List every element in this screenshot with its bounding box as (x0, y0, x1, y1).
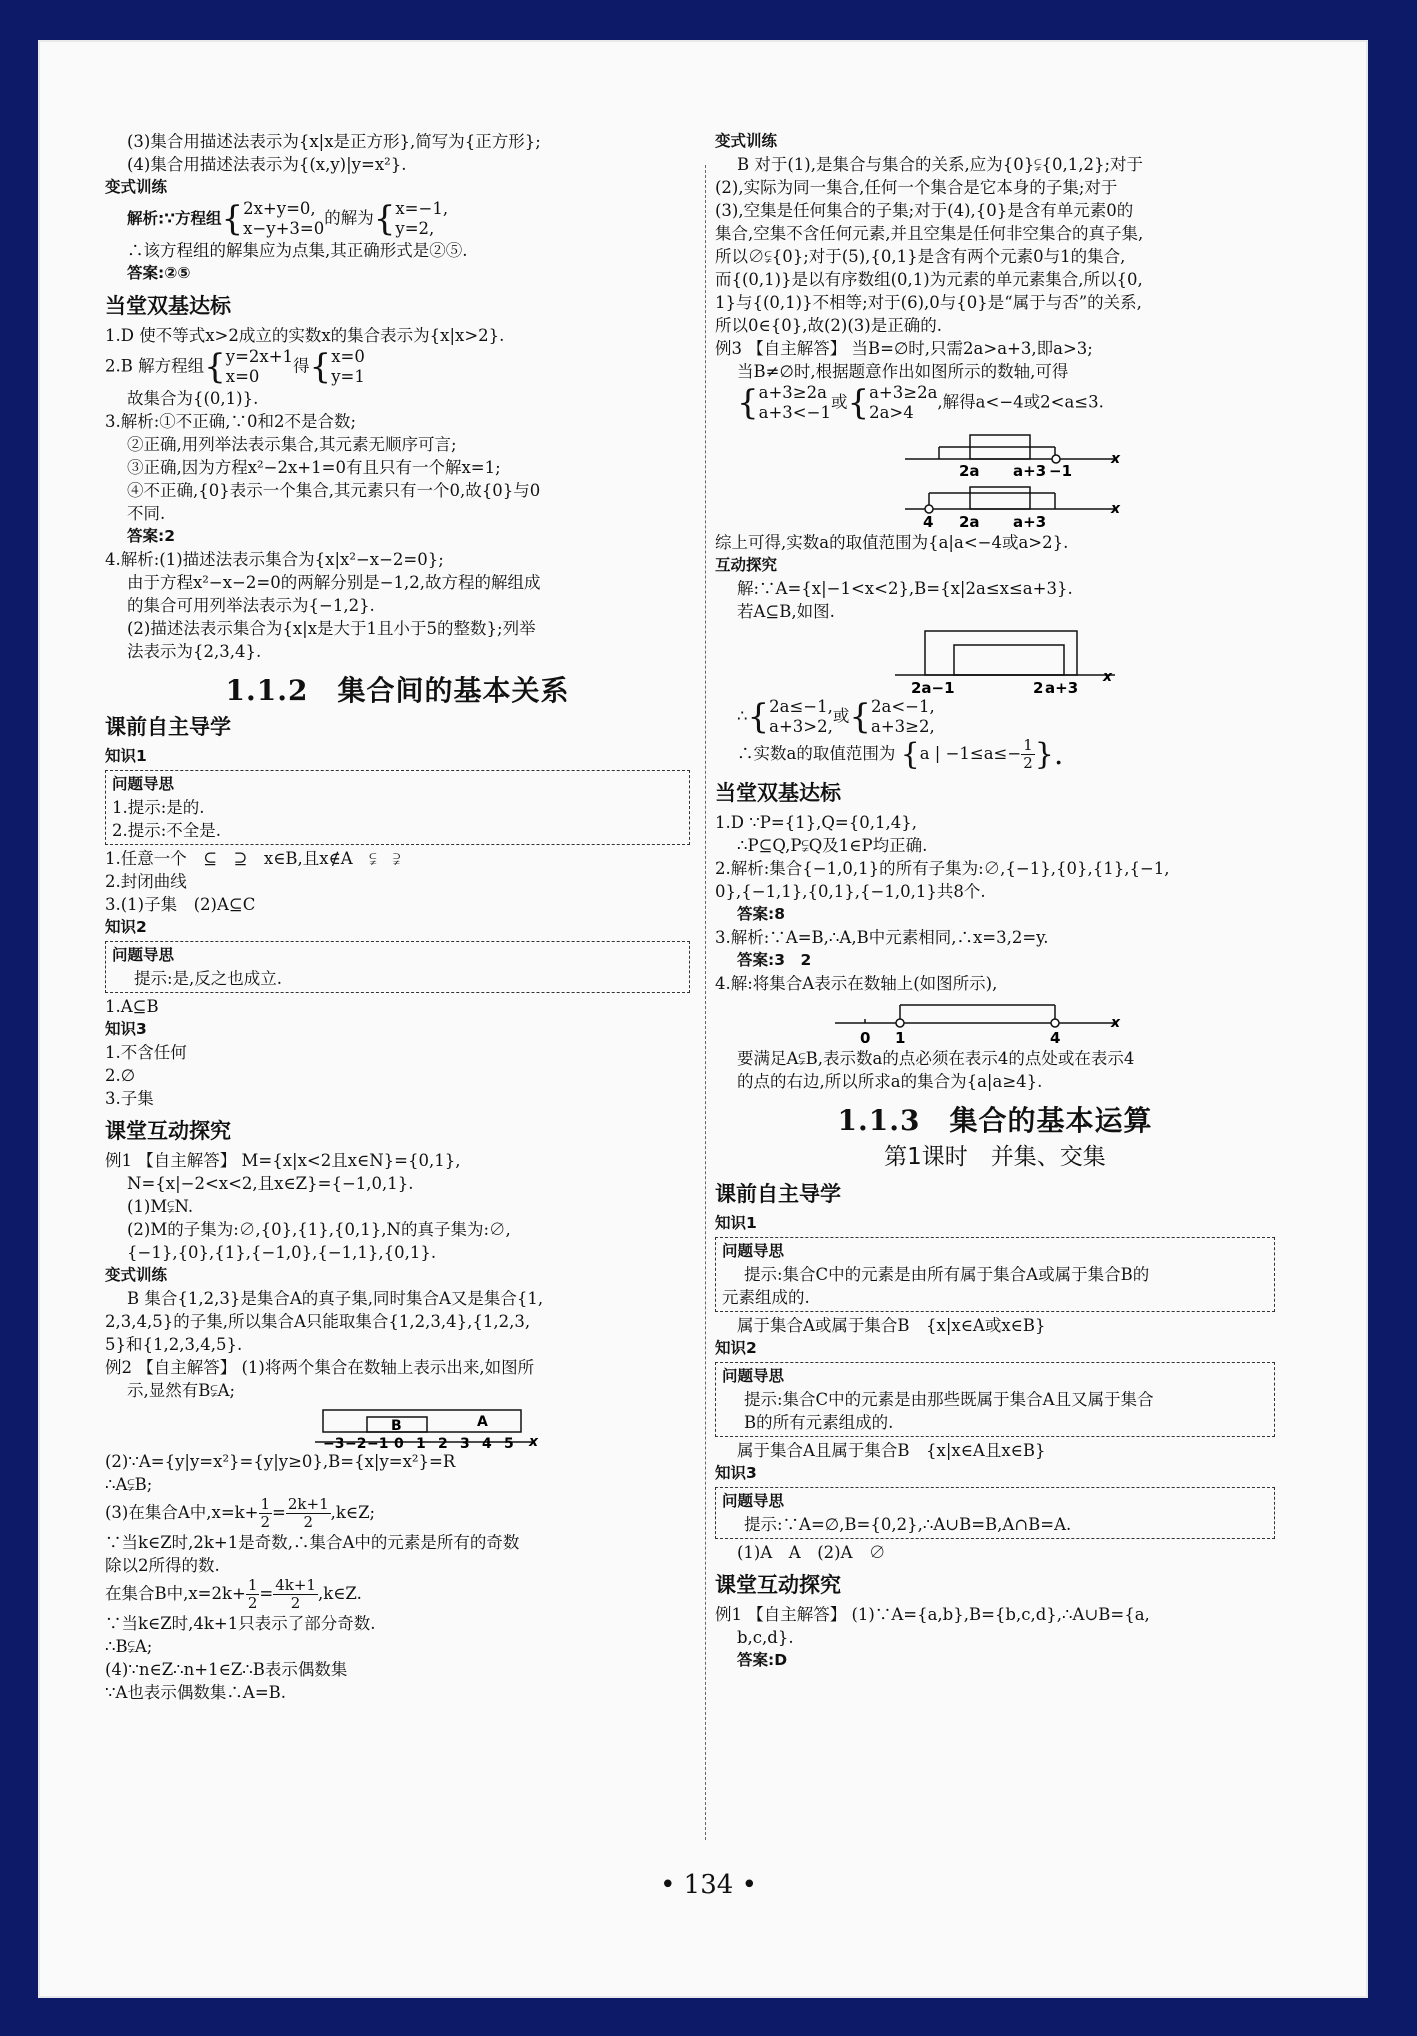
text-line: 1.提示:是的. (112, 798, 205, 817)
hint-box (105, 770, 690, 845)
text-line: {−1},{0},{1},{−1,0},{−1,1},{0,1}. (127, 1243, 437, 1262)
tick-label: 0 (394, 1436, 404, 1450)
text-line: b,c,d}. (737, 1628, 794, 1647)
label: 4 (923, 513, 934, 531)
label: a+3 (1013, 462, 1047, 477)
text-line: 若A⊆B,如图. (737, 602, 835, 621)
label: 4 (1050, 1029, 1061, 1047)
text-line: 例3 【自主解答】 当B=∅时,只需2a>a+3,即a>3; (715, 339, 1093, 358)
text-line: 例1 【自主解答】 M={x|x<2且x∈N}={0,1}, (105, 1151, 461, 1170)
knowledge-label: 知识1 (105, 747, 147, 765)
jiexi-label: 解析:∵方程组 (127, 209, 222, 228)
text-line: (2)M的子集为:∅,{0},{1},{0,1},N的真子集为:∅, (127, 1220, 511, 1239)
equation-system-line: 解析:∵方程组{2x+y=0, x−y+3=0的解为{x=−1, y=2, (127, 199, 449, 239)
text: 或 (830, 392, 848, 412)
box-title: 问题导思 (112, 946, 175, 964)
label-b: B (391, 1418, 402, 1434)
text-line: 所以∅⫋{0};对于(5),{0,1}是含有两个元素0与1的集合, (715, 247, 1126, 266)
number-line-diagram (715, 995, 1275, 1047)
label: a+3 (1013, 513, 1047, 531)
eq: a+3≥2a (869, 383, 938, 402)
axis-label: x (529, 1434, 539, 1450)
text-line: ∴A⫋B; (105, 1475, 153, 1494)
eq: x=0 (225, 367, 260, 386)
text: 2.B 解方程组 (105, 356, 205, 376)
answer: 答案:D (737, 1651, 788, 1669)
text-line: 法表示为{2,3,4}. (127, 642, 262, 661)
knowledge-label: 知识1 (715, 1214, 757, 1232)
text: (3)在集合A中,x=k+ (105, 1503, 259, 1522)
text-line: 元素组成的. (722, 1288, 810, 1307)
label: 1 (895, 1029, 906, 1047)
number-line-diagram (715, 623, 1275, 697)
eq: y=1 (331, 367, 365, 386)
number-line-diagram (105, 1402, 690, 1450)
tick-label: 4 (482, 1436, 492, 1450)
box-title: 问题导思 (722, 1242, 785, 1260)
text-line: 例1 【自主解答】 (1)∵A={a,b},B={b,c,d},∴A∪B={a, (715, 1605, 1150, 1624)
text-line: (4)集合用描述法表示为{(x,y)|y=x²}. (127, 155, 407, 174)
section-heading: 课堂互动探究 (715, 1573, 841, 1597)
label: a+3 (1045, 679, 1079, 697)
text-line: 3.子集 (105, 1089, 154, 1108)
label: 2 (1033, 679, 1044, 697)
text-line: (1)M⫋N. (127, 1197, 194, 1216)
text-line: 所以0∈{0},故(2)(3)是正确的. (715, 316, 942, 335)
text-line: ∴该方程组的解集应为点集,其正确形式是②⑤. (127, 241, 468, 260)
chapter-title: 1.1.3 集合的基本运算 (837, 1104, 1153, 1137)
eq: x=0 (331, 347, 365, 366)
formula-line: ∴实数a的取值范围为 {a | −1≤a≤− $\frac{1}{2}$ }. (737, 736, 1064, 772)
answer: 答案:8 (737, 905, 785, 923)
text-line: 提示:集合C中的元素是由所有属于集合A或属于集合B的 (744, 1265, 1150, 1284)
text-line: (3)集合用描述法表示为{x|x是正方形},简写为{正方形}; (127, 132, 541, 151)
text-line: ∵当k∈Z时,4k+1只表示了部分奇数. (105, 1614, 376, 1633)
eq: x=−1, (395, 199, 449, 218)
section-heading: 课前自主导学 (715, 1182, 841, 1206)
subheading-bianshi: 变式训练 (105, 1266, 168, 1284)
knowledge-label: 知识2 (715, 1339, 757, 1357)
subheading-hudong: 互动探究 (715, 556, 778, 574)
eq: a+3<−1 (758, 403, 831, 422)
text-line: ③正确,因为方程x²−2x+1=0有且只有一个解x=1; (127, 458, 501, 477)
axis-label: x (1111, 501, 1121, 517)
text-line: ④不正确,{0}表示一个集合,其元素只有一个0,故{0}与0 (127, 481, 541, 500)
page-number: • 134 • (660, 1870, 757, 1900)
hint-box (715, 1237, 1275, 1312)
eq: 2x+y=0, (243, 199, 316, 218)
equation-system-line: 2.B 解方程组{y=2x+1 x=0得{x=0 y=1 (105, 347, 365, 387)
text-line: 2.提示:不全是. (112, 821, 222, 840)
label-a: A (477, 1414, 488, 1430)
tick-label: −2 (345, 1436, 367, 1450)
text-line: 综上可得,实数a的取值范围为{a|a<−4或a>2}. (715, 533, 1069, 552)
hint-box (715, 1362, 1275, 1437)
text: 得 (293, 356, 310, 376)
text-line: ②正确,用列举法表示集合,其元素无顺序可言; (127, 435, 457, 454)
text-line: 要满足A⫋B,表示数a的点必须在表示4的点处或在表示4 (737, 1049, 1135, 1068)
text-line: (3),空集是任何集合的子集;对于(4),{0}是含有单元素0的 (715, 201, 1134, 220)
equation-system-line: {a+3≥2a a+3<−1或{a+3≥2a 2a>4,解得a<−4或2<a≤3. (737, 383, 1104, 423)
tick-label: −3 (323, 1436, 345, 1450)
text-line: 示,显然有B⫋A; (127, 1381, 236, 1400)
text-line: 3.解析:∵A=B,∴A,B中元素相同,∴x=3,2=y. (715, 928, 1049, 947)
tick-label: −1 (367, 1436, 389, 1450)
answer: 答案:2 (127, 527, 175, 545)
text-line: 属于集合A或属于集合B {x|x∈A或x∈B} (737, 1316, 1046, 1335)
knowledge-label: 知识3 (105, 1020, 147, 1038)
text-line: ∴P⊆Q,P⫋Q及1∈P均正确. (737, 836, 928, 855)
equation-system-line: ∴{2a≤−1, a+3>2,或{2a<−1, a+3≥2, (737, 697, 935, 737)
number-line-diagram (715, 477, 1275, 531)
text: 的解为 (324, 208, 374, 228)
formula-line (105, 1577, 690, 1612)
text-line: 提示:集合C中的元素是由那些既属于集合A且又属于集合 (744, 1390, 1154, 1409)
text-line: 而{(0,1)}是以有序数组(0,1)为元素的单元素集合,所以{0, (715, 270, 1143, 289)
answer: 答案:②⑤ (127, 264, 191, 282)
text-line: 1}与{(0,1)}不相等;对于(6),0与{0}是“属于与否”的关系, (715, 293, 1142, 312)
label: 2a−1 (911, 679, 955, 697)
section-heading: 课前自主导学 (105, 715, 231, 739)
text-line: 提示:是,反之也成立. (134, 969, 283, 988)
eq: 2a<−1, (871, 697, 935, 716)
box-title: 问题导思 (722, 1492, 785, 1510)
text-line: 集合,空集不含任何元素,并且空集是任何非空集合的真子集, (715, 224, 1144, 243)
text: ∴实数a的取值范围为 (737, 744, 896, 763)
knowledge-label: 知识3 (715, 1464, 757, 1482)
text-line: 3.(1)子集 (2)A⊆C (105, 895, 256, 914)
text-line: (2),实际为同一集合,任何一个集合是它本身的子集;对于 (715, 178, 1118, 197)
text-line: 的点的右边,所以所求a的集合为{a|a≥4}. (737, 1072, 1043, 1091)
fraction: $\frac{1}{2}$ (260, 1495, 271, 1531)
tick-label: 2 (438, 1436, 448, 1450)
text-line: (2)∵A={y|y=x²}={y|y≥0},B={x|y=x²}=R (105, 1452, 456, 1471)
section-heading: 当堂双基达标 (715, 781, 841, 805)
number-line-diagram (715, 423, 1275, 477)
text-line: 3.解析:①不正确,∵0和2不是合数; (105, 412, 357, 431)
text: ,k∈Z; (330, 1503, 376, 1522)
subheading-bianshi: 变式训练 (105, 178, 168, 196)
text-line: 5}和{1,2,3,4,5}. (105, 1335, 243, 1354)
text-line: B 对于(1),是集合与集合的关系,应为{0}⫋{0,1,2};对于 (737, 155, 1144, 174)
text-line: 0},{−1,1},{0,1},{−1,0,1}共8个. (715, 882, 986, 901)
fraction: $\frac{4k+1}{2}$ (275, 1576, 316, 1612)
text-line: 1.A⊆B (105, 997, 159, 1016)
hint-box (105, 941, 690, 993)
text-line: N={x|−2<x<2,且x∈Z}={−1,0,1}. (127, 1174, 414, 1193)
tick-label: 5 (504, 1436, 514, 1450)
text-line: B的所有元素组成的. (744, 1413, 894, 1432)
text-line: 4.解:将集合A表示在数轴上(如图所示), (715, 974, 998, 993)
eq: a+3>2, (769, 717, 833, 736)
text-line: 不同. (127, 504, 166, 523)
text-line: 提示:∵A=∅,B={0,2},∴A∪B=B,A∩B=A. (744, 1515, 1072, 1534)
axis-label: x (1111, 451, 1121, 467)
text-line: ∵当k∈Z时,2k+1是奇数,∴集合A中的元素是所有的奇数 (105, 1533, 520, 1552)
tick-label: 1 (416, 1436, 426, 1450)
text-line: 2.封闭曲线 (105, 872, 187, 891)
label: −1 (1049, 462, 1073, 477)
text: 在集合B中,x=2k+ (105, 1584, 246, 1603)
label: 2a (959, 462, 980, 477)
text-line: 解:∵A={x|−1<x<2},B={x|2a≤x≤a+3}. (737, 579, 1073, 598)
eq: x−y+3=0 (243, 219, 325, 238)
hint-box (715, 1487, 1275, 1539)
text-line: (1)A A (2)A ∅ (737, 1543, 886, 1562)
text-line: 2.∅ (105, 1066, 136, 1085)
left-column (105, 130, 690, 1704)
text-line: B 集合{1,2,3}是集合A的真子集,同时集合A又是集合{1, (127, 1289, 544, 1308)
chapter-title: 1.1.2 集合间的基本关系 (225, 674, 570, 707)
set-expression: a | −1≤a≤− (919, 744, 1022, 763)
text-line: 1.任意一个 ⊆ ⊇ x∈B,且x∉A ⫋ ⫌ (105, 849, 401, 868)
therefore: ∴ (737, 706, 748, 726)
text: ,解得a<−4或2<a≤3. (937, 392, 1104, 412)
text: = (272, 1503, 286, 1522)
eq: y=2x+1 (225, 347, 294, 366)
text-line: 1.不含任何 (105, 1043, 187, 1062)
text-line: 4.解析:(1)描述法表示集合为{x|x²−x−2=0}; (105, 550, 444, 569)
knowledge-label: 知识2 (105, 918, 147, 936)
eq: y=2, (395, 219, 435, 238)
axis-label: x (1103, 669, 1113, 685)
text: ,k∈Z. (317, 1584, 362, 1603)
text-line: 1.D ∵P={1},Q={0,1,4}, (715, 813, 917, 832)
text: 或 (832, 706, 850, 726)
section-heading: 当堂双基达标 (105, 294, 231, 318)
box-title: 问题导思 (112, 775, 175, 793)
lesson-title: 第1课时 并集、交集 (884, 1144, 1106, 1170)
text-line: 1.D 使不等式x>2成立的实数x的集合表示为{x|x>2}. (105, 326, 505, 345)
box-title: 问题导思 (722, 1367, 785, 1385)
text: = (259, 1584, 274, 1603)
text-line: (4)∵n∈Z∴n+1∈Z∴B表示偶数集 (105, 1660, 348, 1679)
eq: a+3≥2, (871, 717, 935, 736)
text-line: 属于集合A且属于集合B {x|x∈A且x∈B} (737, 1441, 1046, 1460)
label: 0 (860, 1029, 871, 1047)
formula-line (105, 1496, 690, 1531)
eq: a+3≥2a (758, 383, 827, 402)
text-line: ∵A也表示偶数集∴A=B. (105, 1683, 287, 1702)
text-line: ∴B⫋A; (105, 1637, 153, 1656)
set-a-bracket (323, 1410, 521, 1432)
text-line: (2)描述法表示集合为{x|x是大于1且小于5的整数};列举 (127, 619, 536, 638)
axis-label: x (1111, 1015, 1121, 1031)
subheading-bianshi: 变式训练 (715, 132, 778, 150)
eq: 2a≤−1, (769, 697, 833, 716)
text-line: 的集合可用列举法表示为{−1,2}. (127, 596, 375, 615)
text-line: 由于方程x²−x−2=0的两解分别是−1,2,故方程的解组成 (127, 573, 541, 592)
text-line: 例2 【自主解答】 (1)将两个集合在数轴上表示出来,如图所 (105, 1358, 535, 1377)
text-line: 2,3,4,5}的子集,所以集合A只能取集合{1,2,3,4},{1,2,3, (105, 1312, 531, 1331)
answer: 答案:3 2 (737, 951, 812, 969)
fraction: $\frac{2k+1}{2}$ (287, 1495, 329, 1531)
label: 2a (959, 513, 980, 531)
text-line: 2.解析:集合{−1,0,1}的所有子集为:∅,{−1},{0},{1},{−1, (715, 859, 1170, 878)
section-heading: 课堂互动探究 (105, 1119, 231, 1143)
tick-label: 3 (460, 1436, 470, 1450)
right-column (715, 130, 1275, 1672)
fraction: $\frac{1}{2}$ (247, 1576, 258, 1612)
text-line: 当B≠∅时,根据题意作出如图所示的数轴,可得 (737, 362, 1069, 381)
fraction: $\frac{1}{2}$ (1023, 736, 1033, 772)
text-line: 故集合为{(0,1)}. (127, 389, 259, 408)
column-divider (705, 165, 706, 1840)
text-line: 除以2所得的数. (105, 1556, 220, 1575)
eq: 2a>4 (869, 403, 914, 422)
